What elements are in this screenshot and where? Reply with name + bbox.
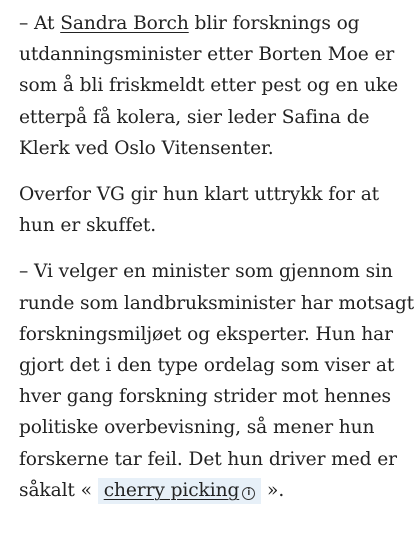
quote-paragraph-3 (19, 256, 415, 506)
paragraph-3-text: – Vi velger en minister som gjennom sin runde som landbruksminister har motsagt forskningsmiljøet og eksperter. Hun har gjort det i den type ordelag som viser at hver gang forskning strider mot hennes politiske overbevisning, så mener hun forskerne tar feil. Det hun driver med er såkalt « (19, 261, 414, 501)
paragraph-2 (19, 179, 415, 241)
paragraph-1-text: blir forsknings og utdanningsminister etter Borten Moe er som å bli friskmeldt etter pest og en uke etterpå få kolera, sier leder Safina de Klerk ved Oslo Vitensenter. (19, 13, 398, 159)
sandra-borch-link[interactable]: Sandra Borch (60, 13, 189, 34)
paragraph-1-lead: – At (19, 13, 61, 34)
quote-paragraph-1 (19, 8, 415, 164)
info-icon: i (242, 487, 255, 500)
article-body (19, 8, 415, 521)
paragraph-2-text: Overfor VG gir hun klart uttrykk for at hun er skuffet. (19, 184, 380, 237)
cherry-picking-term-button[interactable] (98, 478, 262, 504)
cherry-picking-term-label: cherry picking (103, 479, 240, 501)
paragraph-3-closing: ». (261, 479, 285, 501)
